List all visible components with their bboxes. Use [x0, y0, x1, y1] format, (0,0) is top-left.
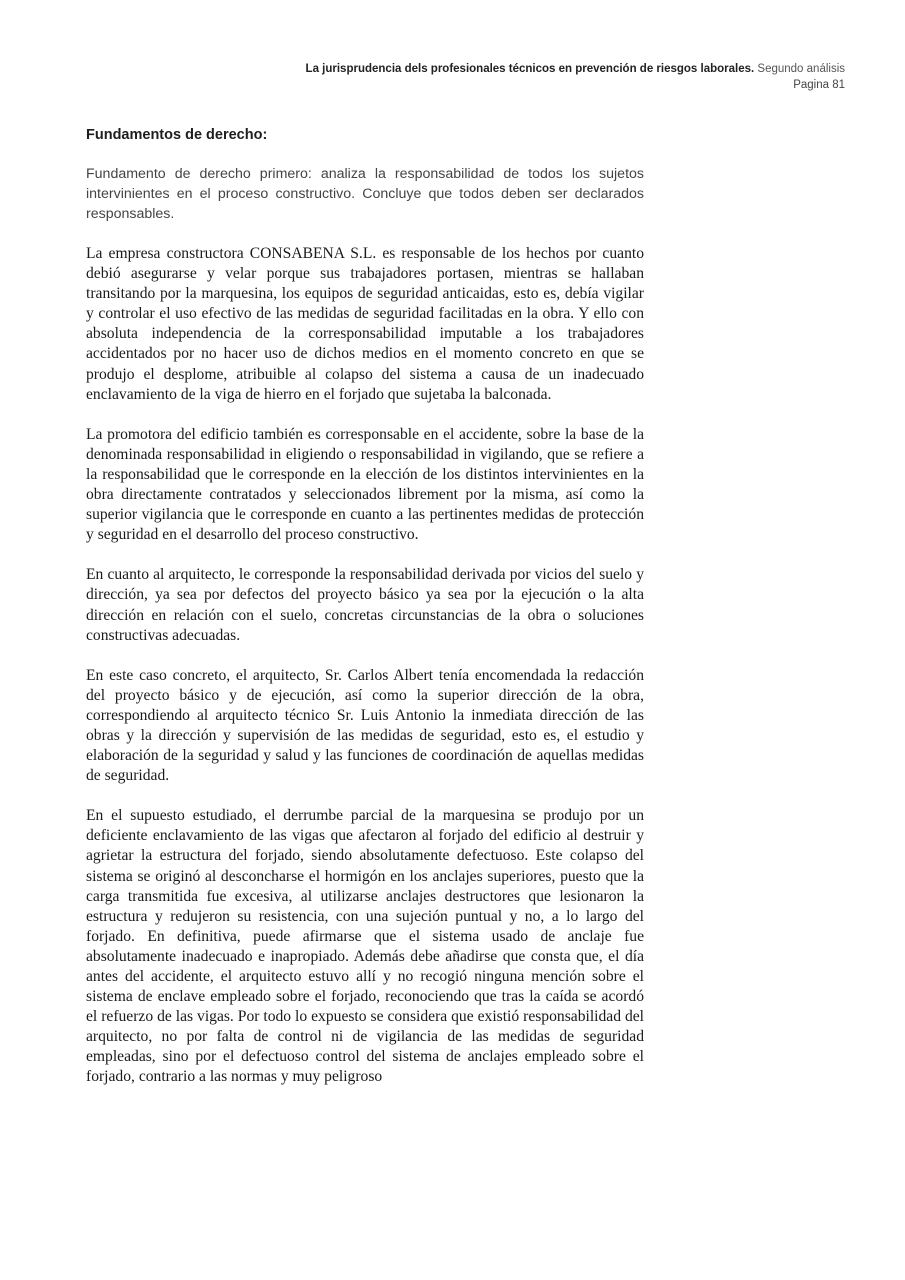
- body-paragraph-promotora: La promotora del edificio también es corresponsable en el accidente, sobre la base de la denominada responsabilidad in eligiendo o responsabilidad in vigilando, que se refiere a la responsabilidad que le corresponde en la elección de los distintos intervinientes en la obra directamente contratados y seleccionados librement por la misma, así como la superior vigilancia que le corresponde en cuanto a las pertinentes medidas de protección y seguridad en el desarrollo del proceso constructivo.: [86, 425, 644, 544]
- body-paragraph-caso-concreto: En este caso concreto, el arquitecto, Sr. Carlos Albert tenía encomendada la redacción del proyecto básico y de ejecución, así como la superior dirección de la obra, correspondiendo al arquitecto técnico Sr. Luis Antonio la inmediata dirección de las obras y la dirección y supervisión de las medidas de seguridad, esto es, el estudio y elaboración de la seguridad y salud y las funciones de coordinación de aquellas medidas de seguridad.: [86, 666, 644, 785]
- main-content: [86, 124, 644, 1108]
- page-number: Pagina 81: [793, 79, 845, 91]
- running-header: [145, 61, 845, 93]
- document-title: La jurisprudencia dels profesionales técnicos en prevención de riesgos laborales.: [305, 63, 755, 75]
- body-paragraph-constructora: La empresa constructora CONSABENA S.L. es responsable de los hechos por cuanto debió asegurarse y velar porque sus trabajadores portasen, mientras se hallaban transitando por la marquesina, los equipos de seguridad anticaidas, esto es, debía vigilar y controlar el uso efectivo de las medidas de seguridad facilitadas en la obra. Y ello con absoluta independencia de la corresponsabilidad imputable a los trabajadores accidentados por no hacer uso de dichos medios en el momento concreto en que se produjo el desplome, atribuible al colapso del sistema a causa de un inadecuado enclavamiento de la viga de hierro en el forjado que sujetaba la balconada.: [86, 245, 644, 403]
- header-title-line: [145, 61, 845, 77]
- intro-paragraph: Fundamento de derecho primero: analiza la responsabilidad de todos los sujetos intervinientes en el proceso constructivo. Concluye que todos deben ser declarados responsables.: [86, 166, 644, 222]
- body-paragraph-supuesto: En el supuesto estudiado, el derrumbe parcial de la marquesina se produjo por un deficiente enclavamiento de las vigas que afectaron al forjado del edificio al destruir y agrietar la estructura del forjado, siendo absolutamente defectuoso. Este colapso del sistema se originó al desconcharse el hormigón en los anclajes superiores, puesto que la carga transmitida fue excesiva, al utilizarse anclajes destructores que lesionaron la estructura y redujeron su resistencia, con una sujeción puntual y no, a lo largo del forjado. En definitiva, puede afirmarse que el sistema usado de anclaje fue absolutamente inadecuado e inapropiado. Además debe añadirse que consta que, el día antes del accidente, el arquitecto estuvo allí y no recogió ninguna mención sobre el sistema de enclave empleado sobre el forjado, reconociendo que tras la caída se acordó el refuerzo de las vigas. Por todo lo expuesto se considera que existió responsabilidad del arquitecto, no por falta de control ni de vigilancia de las medidas de seguridad empleadas, sino por el defectuoso control del sistema de anclajes empleado sobre el forjado, contrario a las normas y muy peligroso: [86, 807, 644, 1086]
- body-paragraph-arquitecto: En cuanto al arquitecto, le corresponde la responsabilidad derivada por vicios del suelo y dirección, ya sea por defectos del proyecto básico ya sea por la ejecución o la alta dirección en relación con el suelo, concretas circunstancias de la obra o soluciones constructivas adecuadas.: [86, 566, 644, 644]
- section-heading: Fundamentos de derecho:: [86, 127, 268, 143]
- document-subtitle: Segundo análisis: [757, 63, 845, 75]
